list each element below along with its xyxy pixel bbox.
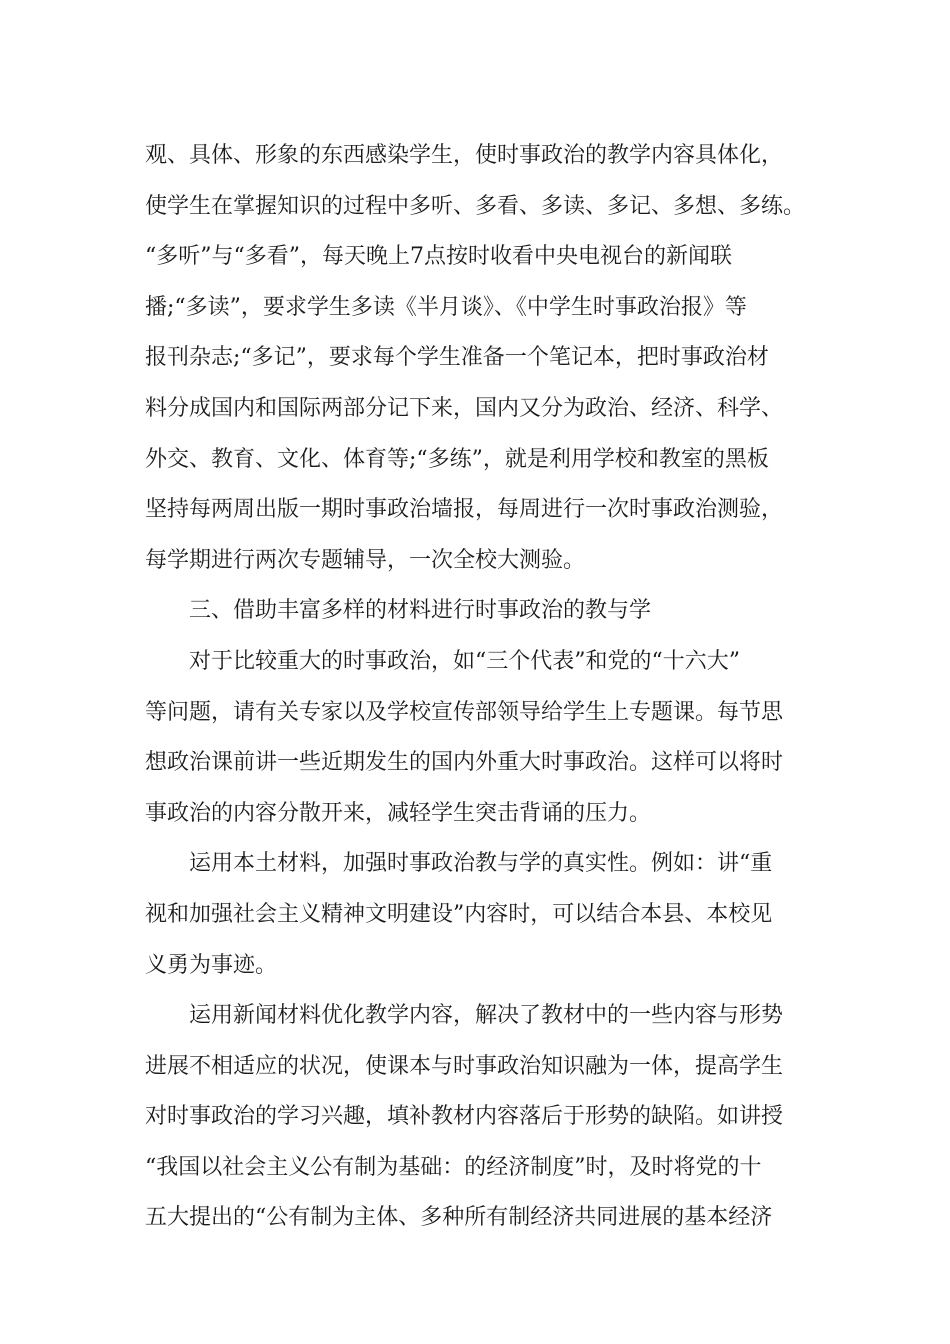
text-line: 播;“多读”，要求学生多读《半月谈》、《中学生时事政治报》等 bbox=[145, 294, 747, 320]
text-line: 外交、教育、文化、体育等;“多练”，就是利用学校和教室的黑板 bbox=[145, 446, 769, 472]
text-line: 对时事政治的学习兴趣，填补教材内容落后于形势的缺陷。如讲授 bbox=[145, 1104, 784, 1130]
text-line: “我国以社会主义公有制为基础：的经济制度”时，及时将党的十 bbox=[145, 1154, 762, 1180]
text-line: 进展不相适应的状况，使课本与时事政治知识融为一体，提高学生 bbox=[145, 1053, 784, 1079]
text-line: 等问题，请有关专家以及学校宣传部领导给学生上专题课。每节思 bbox=[145, 699, 784, 725]
text-line: 运用新闻材料优化教学内容，解决了教材中的一些内容与形势 bbox=[189, 1003, 784, 1029]
text-line: 视和加强社会主义精神文明建设”内容时，可以结合本县、本校见 bbox=[145, 901, 773, 927]
text-line: 每学期进行两次专题辅导，一次全校大测验。 bbox=[145, 547, 586, 573]
text-line: 料分成国内和国际两部分记下来，国内又分为政治、经济、科学、 bbox=[145, 395, 784, 421]
text-line: 义勇为事迹。 bbox=[145, 952, 278, 978]
text-line: 想政治课前讲一些近期发生的国内外重大时事政治。这样可以将时 bbox=[145, 750, 784, 776]
text-line: 报刊杂志;“多记”，要求每个学生准备一个笔记本，把时事政治材 bbox=[145, 345, 769, 371]
text-line: 对于比较重大的时事政治，如“三个代表”和党的“十六大” bbox=[189, 648, 740, 674]
text-line: 事政治的内容分散开来，减轻学生突击背诵的压力。 bbox=[145, 800, 652, 826]
body-text bbox=[145, 131, 835, 1244]
text-line: 五大提出的“公有制为主体、多种所有制经济共同进展的基本经济 bbox=[145, 1205, 773, 1231]
text-line: “多听”与“多看”，每天晚上7点按时收看中央电视台的新闻联 bbox=[145, 244, 732, 270]
section-heading: 三、借助丰富多样的材料进行时事政治的教与学 bbox=[189, 598, 652, 624]
text-line: 坚持每两周出版一期时事政治墙报，每周进行一次时事政治测验， bbox=[145, 497, 784, 523]
text-line: 使学生在掌握知识的过程中多听、多看、多读、多记、多想、多练。 bbox=[145, 193, 806, 219]
text-line: 运用本土材料，加强时事政治教与学的真实性。例如：讲“重 bbox=[189, 851, 773, 877]
text-line: 观、具体、形象的东西感染学生，使时事政治的教学内容具体化， bbox=[145, 143, 784, 168]
